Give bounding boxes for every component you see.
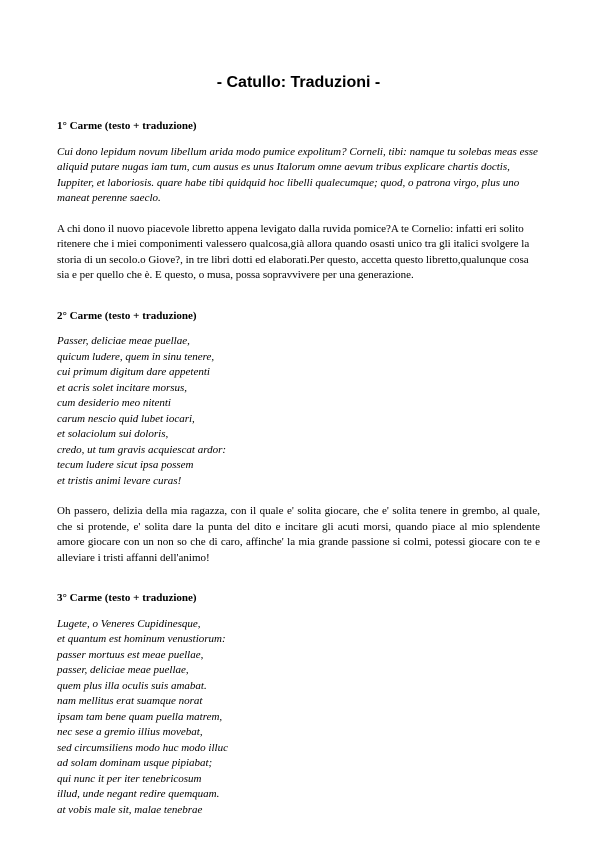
- section-heading-carme-3: 3° Carme (testo + traduzione): [57, 592, 197, 604]
- verse-line: ipsam tam bene quam puella matrem,: [57, 710, 223, 723]
- verse-line: carum nescio quid lubet iocari,: [57, 412, 195, 425]
- verse-line: et tristis animi levare curas!: [57, 474, 182, 487]
- translation-carme-2: Oh passero, delizia della mia ragazza, con il quale e' solita giocare, che e' solita tenere in grembo, al quale, che si protende, e' solita dare la punta del dito e incitare gli acuti morsi, quando piace al mio splendente amore giocare con un non so che di caro, affinche' la mia grande passione si colmi, potessi giocare con te e alleviare i tristi affanni dell'animo!: [57, 505, 540, 564]
- verse-line: tecum ludere sicut ipsa possem: [57, 459, 194, 471]
- verse-line: illud, unde negant redire quemquam.: [57, 788, 220, 800]
- verse-line: passer mortuus est meae puellae,: [57, 648, 204, 661]
- verse-line: cum desiderio meo nitenti: [57, 397, 171, 409]
- verse-line: sed circumsiliens modo huc modo illuc: [57, 741, 228, 754]
- section-heading-carme-2: 2° Carme (testo + traduzione): [57, 309, 197, 322]
- latin-verses-carme-2: [57, 334, 540, 489]
- verse-line: passer, deliciae meae puellae,: [57, 664, 189, 676]
- verse-line: at vobis male sit, malae tenebrae: [57, 803, 203, 816]
- translation-carme-1: A chi dono il nuovo piacevole libretto appena levigato dalla ruvida pomice?A te Cornelio: infatti eri solito ritenere che i miei componimenti valessero qualcosa,già allora quando osasti unico tra gli italici svolgere la storia di un secolo.o Giove?, in tre libri dotti ed elaborati.Per questo, accetta questo libretto,qualunque cosa sia e per quello che è. E questo, o musa, possa sopravvivere per una generazione.: [57, 222, 530, 281]
- verse-line: Passer, deliciae meae puellae,: [57, 335, 190, 347]
- latin-verses-carme-3: [57, 617, 540, 819]
- verse-line: quicum ludere, quem in sinu tenere,: [57, 350, 215, 363]
- verse-line: quem plus illa oculis suis amabat.: [57, 679, 207, 692]
- latin-text-carme-1: Cui dono lepidum novum libellum arida modo pumice expolitum? Corneli, tibi: namque tu solebas meas esse aliquid putare nugas iam tum, cum ausus es unus Italorum omne aevum tribus explicare chartis doctis, Iuppiter, et laboriosis. quare habe tibi quidquid hoc libelli qualecumque; quod, o patrona virgo, plus uno maneat perenne saeclo.: [57, 145, 538, 204]
- verse-line: nam mellitus erat suamque norat: [57, 695, 203, 707]
- page-title: - Catullo: Traduzioni -: [216, 74, 381, 91]
- verse-line: qui nunc it per iter tenebricosum: [57, 772, 202, 785]
- verse-line: ad solam dominam usque pipiabat;: [57, 757, 213, 769]
- verse-line: et solaciolum sui doloris,: [57, 428, 169, 440]
- verse-line: et acris solet incitare morsus,: [57, 381, 188, 394]
- verse-line: cui primum digitum dare appetenti: [57, 366, 210, 378]
- verse-line: et quantum est hominum venustiorum:: [57, 633, 226, 645]
- verse-line: Lugete, o Veneres Cupidinesque,: [57, 617, 201, 630]
- verse-line: nec sese a gremio illius movebat,: [57, 726, 203, 738]
- section-heading-carme-1: 1° Carme (testo + traduzione): [57, 120, 197, 132]
- verse-line: credo, ut tum gravis acquiescat ardor:: [57, 443, 227, 456]
